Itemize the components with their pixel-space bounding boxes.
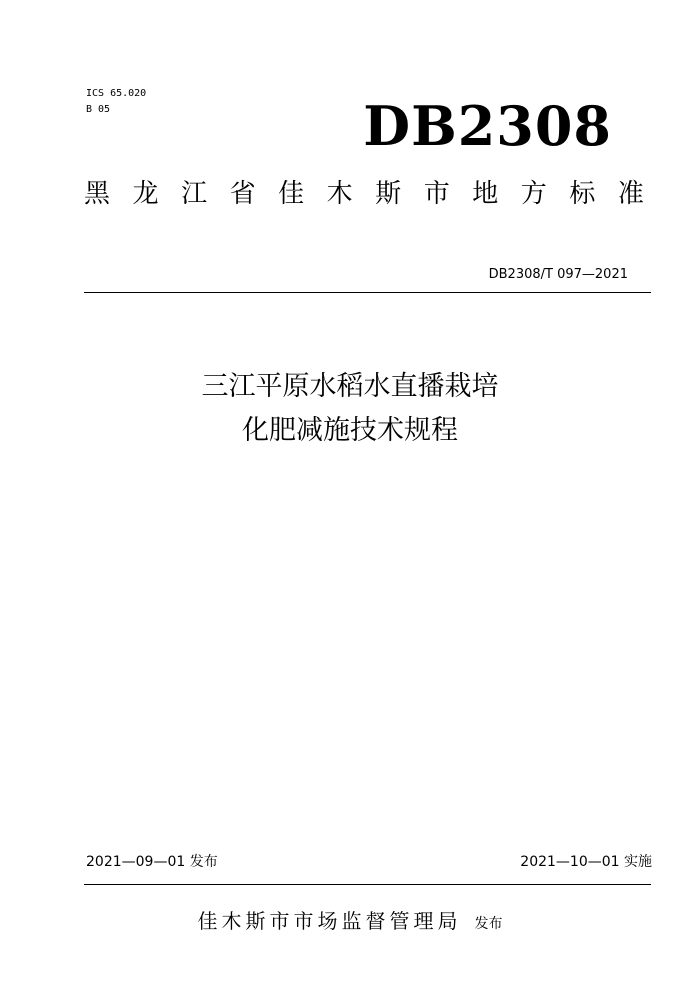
standard-type-char: 省	[229, 179, 256, 209]
implementation-date: 2021—10—01 实施	[520, 854, 652, 870]
standard-type-char: 市	[423, 179, 450, 209]
standard-type-title	[84, 176, 644, 212]
standard-type-char: 木	[326, 179, 353, 209]
issuer-suffix: 发布	[474, 916, 503, 932]
bottom-divider	[84, 884, 651, 885]
standard-type-char: 江	[181, 179, 208, 209]
standard-type-char: 准	[617, 179, 644, 209]
db-code: DB2308	[363, 94, 612, 158]
ics-code: ICS 65.020	[86, 88, 147, 99]
document-title-line-1: 三江平原水稻水直播栽培	[201, 371, 499, 402]
issuer-name: 佳木斯市市场监督管理局	[197, 909, 462, 933]
standard-type-char: 标	[569, 179, 596, 209]
standard-type-char: 地	[472, 179, 499, 209]
top-divider	[84, 292, 651, 293]
classification-block	[86, 86, 146, 118]
issuer-line	[0, 905, 700, 934]
document-title-line-2: 化肥减施技术规程	[242, 415, 458, 446]
standard-type-char: 龙	[132, 179, 159, 209]
ccs-code: B 05	[86, 104, 111, 115]
standard-type-char: 黑	[84, 179, 111, 209]
standard-number: DB2308/T 097—2021	[488, 267, 628, 282]
issue-date: 2021—09—01 发布	[86, 854, 218, 870]
standard-type-char: 斯	[375, 179, 402, 209]
standard-type-char: 方	[520, 179, 547, 209]
standard-type-char: 佳	[278, 179, 305, 209]
